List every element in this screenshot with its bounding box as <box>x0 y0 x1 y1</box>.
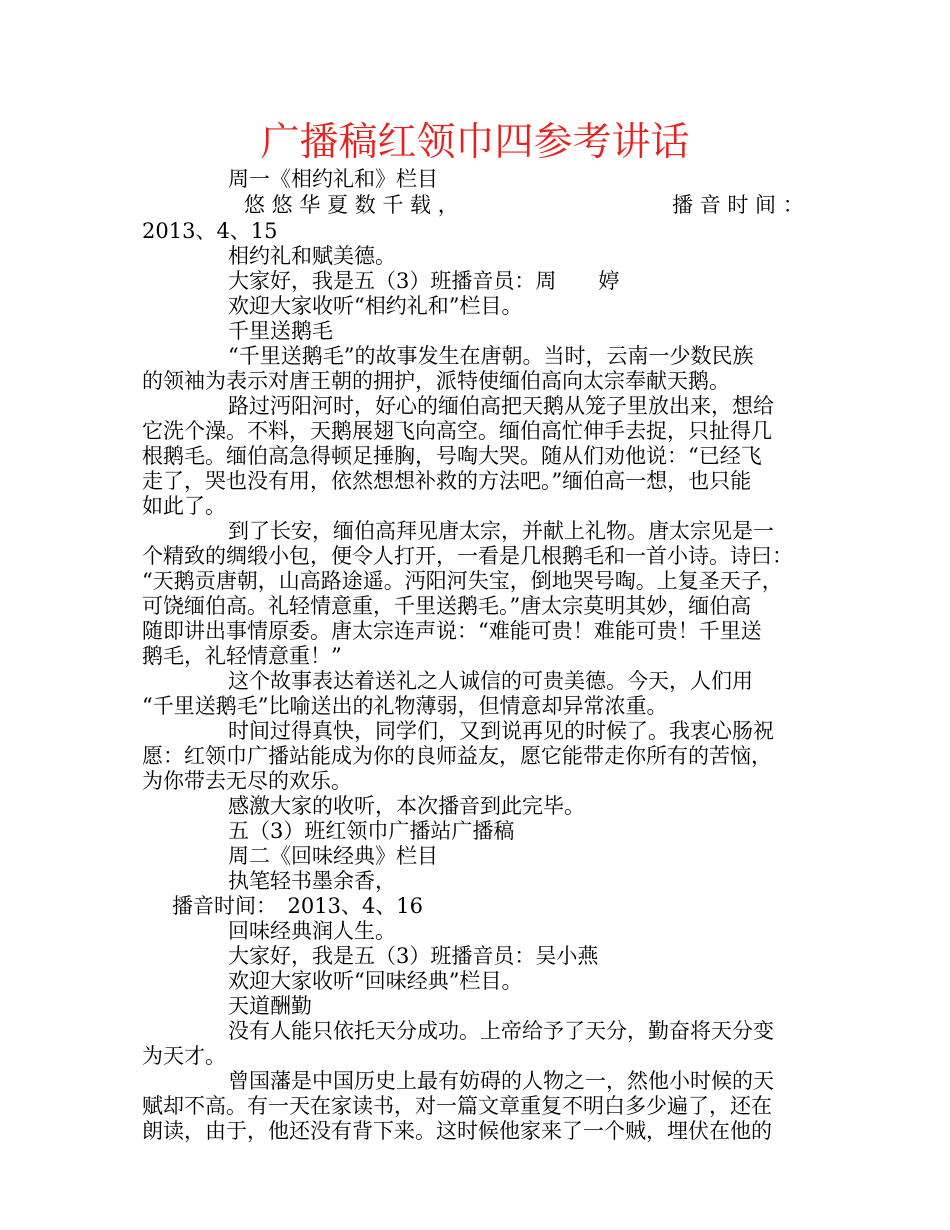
poem-line: 悠 悠 华 夏 数 千 载 ， <box>244 193 459 217</box>
paragraph-line: 时间过得真快，同学们，又到说再见的时候了。我衷心肠祝 <box>228 719 774 743</box>
paragraph-line: “千里送鹅毛”比喻送出的礼物薄弱，但情意却异常浓重。 <box>142 694 668 718</box>
broadcast-date: 2013、4、15 <box>142 219 278 243</box>
announcer-intro: 大家好，我是五（3）班播音员：周 婷 <box>228 269 620 293</box>
story-title: 天道酬勤 <box>228 994 312 1018</box>
paragraph-line: 随即讲出事情原委。唐太宗连声说：“难能可贵！难能可贵！千里送 <box>142 619 762 643</box>
story-title: 千里送鹅毛 <box>228 319 333 343</box>
section-heading: 五（3）班红领巾广播站广播稿 <box>228 819 515 843</box>
paragraph-line: 这个故事表达着送礼之人诚信的可贵美德。今天，人们用 <box>228 669 753 693</box>
broadcast-time-label: 播 音 时 间 ： <box>672 193 804 217</box>
paragraph-line: 愿：红领巾广播站能成为你的良师益友，愿它能带走你所有的苦恼， <box>142 744 772 768</box>
closing-line: 感激大家的收听，本次播音到此完毕。 <box>228 794 585 818</box>
paragraph-line: 可饶缅伯高。礼轻情意重，千里送鹅毛。”唐太宗莫明其妙，缅伯高 <box>142 594 752 618</box>
paragraph-line: 如此了。 <box>142 494 226 518</box>
column-heading: 周一《相约礼和》栏目 <box>228 167 438 191</box>
broadcast-date: 播音时间： 2013、4、16 <box>172 894 424 918</box>
paragraph-line: 为你带去无尽的欢乐。 <box>142 769 352 793</box>
paragraph-line: 走了，哭也没有用，依然想想补救的方法吧。”缅伯高一想，也只能 <box>142 469 752 493</box>
paragraph-line: “天鹅贡唐朝，山高路途遥。沔阳河失宝，倒地哭号啕。上复圣天子， <box>142 569 783 593</box>
announcer-intro: 大家好，我是五（3）班播音员：吴小燕 <box>228 944 599 968</box>
paragraph-line: 赋却不高。有一天在家读书，对一篇文章重复不明白多少遍了，还在 <box>142 1094 772 1118</box>
welcome-line: 欢迎大家收听“相约礼和”栏目。 <box>228 294 523 318</box>
paragraph-line: 它洗个澡。不料，天鹅展翅飞向高空。缅伯高忙伸手去捉，只扯得几 <box>142 419 772 443</box>
paragraph-line: 路过沔阳河时，好心的缅伯高把天鹅从笼子里放出来，想给 <box>228 394 774 418</box>
paragraph-line: 曾国藩是中国历史上最有妨碍的人物之一，然他小时候的天 <box>228 1069 774 1093</box>
paragraph-line: 到了长安，缅伯高拜见唐太宗，并献上礼物。唐太宗见是一 <box>228 519 774 543</box>
paragraph-line: 为天才。 <box>142 1044 226 1068</box>
paragraph-line: 鹅毛，礼轻情意重！” <box>142 644 342 668</box>
paragraph-line: 个精致的绸缎小包，便令人打开，一看是几根鹅毛和一首小诗。诗曰： <box>142 544 793 568</box>
paragraph-line: 根鹅毛。缅伯高急得顿足捶胸，号啕大哭。随从们劝他说：“已经飞 <box>142 444 762 468</box>
poem-line: 执笔轻书墨余香， <box>228 869 396 893</box>
welcome-line: 欢迎大家收听“回味经典”栏目。 <box>228 969 523 993</box>
paragraph-line: 没有人能只依托天分成功。上帝给予了天分，勤奋将天分变 <box>228 1019 774 1043</box>
paragraph-line: 的领袖为表示对唐王朝的拥护，派特使缅伯高向太宗奉献天鹅。 <box>142 369 730 393</box>
document-title: 广播稿红领巾四参考讲话 <box>260 120 690 165</box>
paragraph-line: 朗读，由于，他还没有背下来。这时候他家来了一个贼，埋伏在他的 <box>142 1119 772 1143</box>
poem-line: 回味经典润人生。 <box>228 919 396 943</box>
poem-line: 相约礼和赋美德。 <box>228 244 396 268</box>
paragraph-line: “千里送鹅毛”的故事发生在唐朝。当时，云南一少数民族 <box>228 344 754 368</box>
column-heading: 周二《回味经典》栏目 <box>228 844 438 868</box>
